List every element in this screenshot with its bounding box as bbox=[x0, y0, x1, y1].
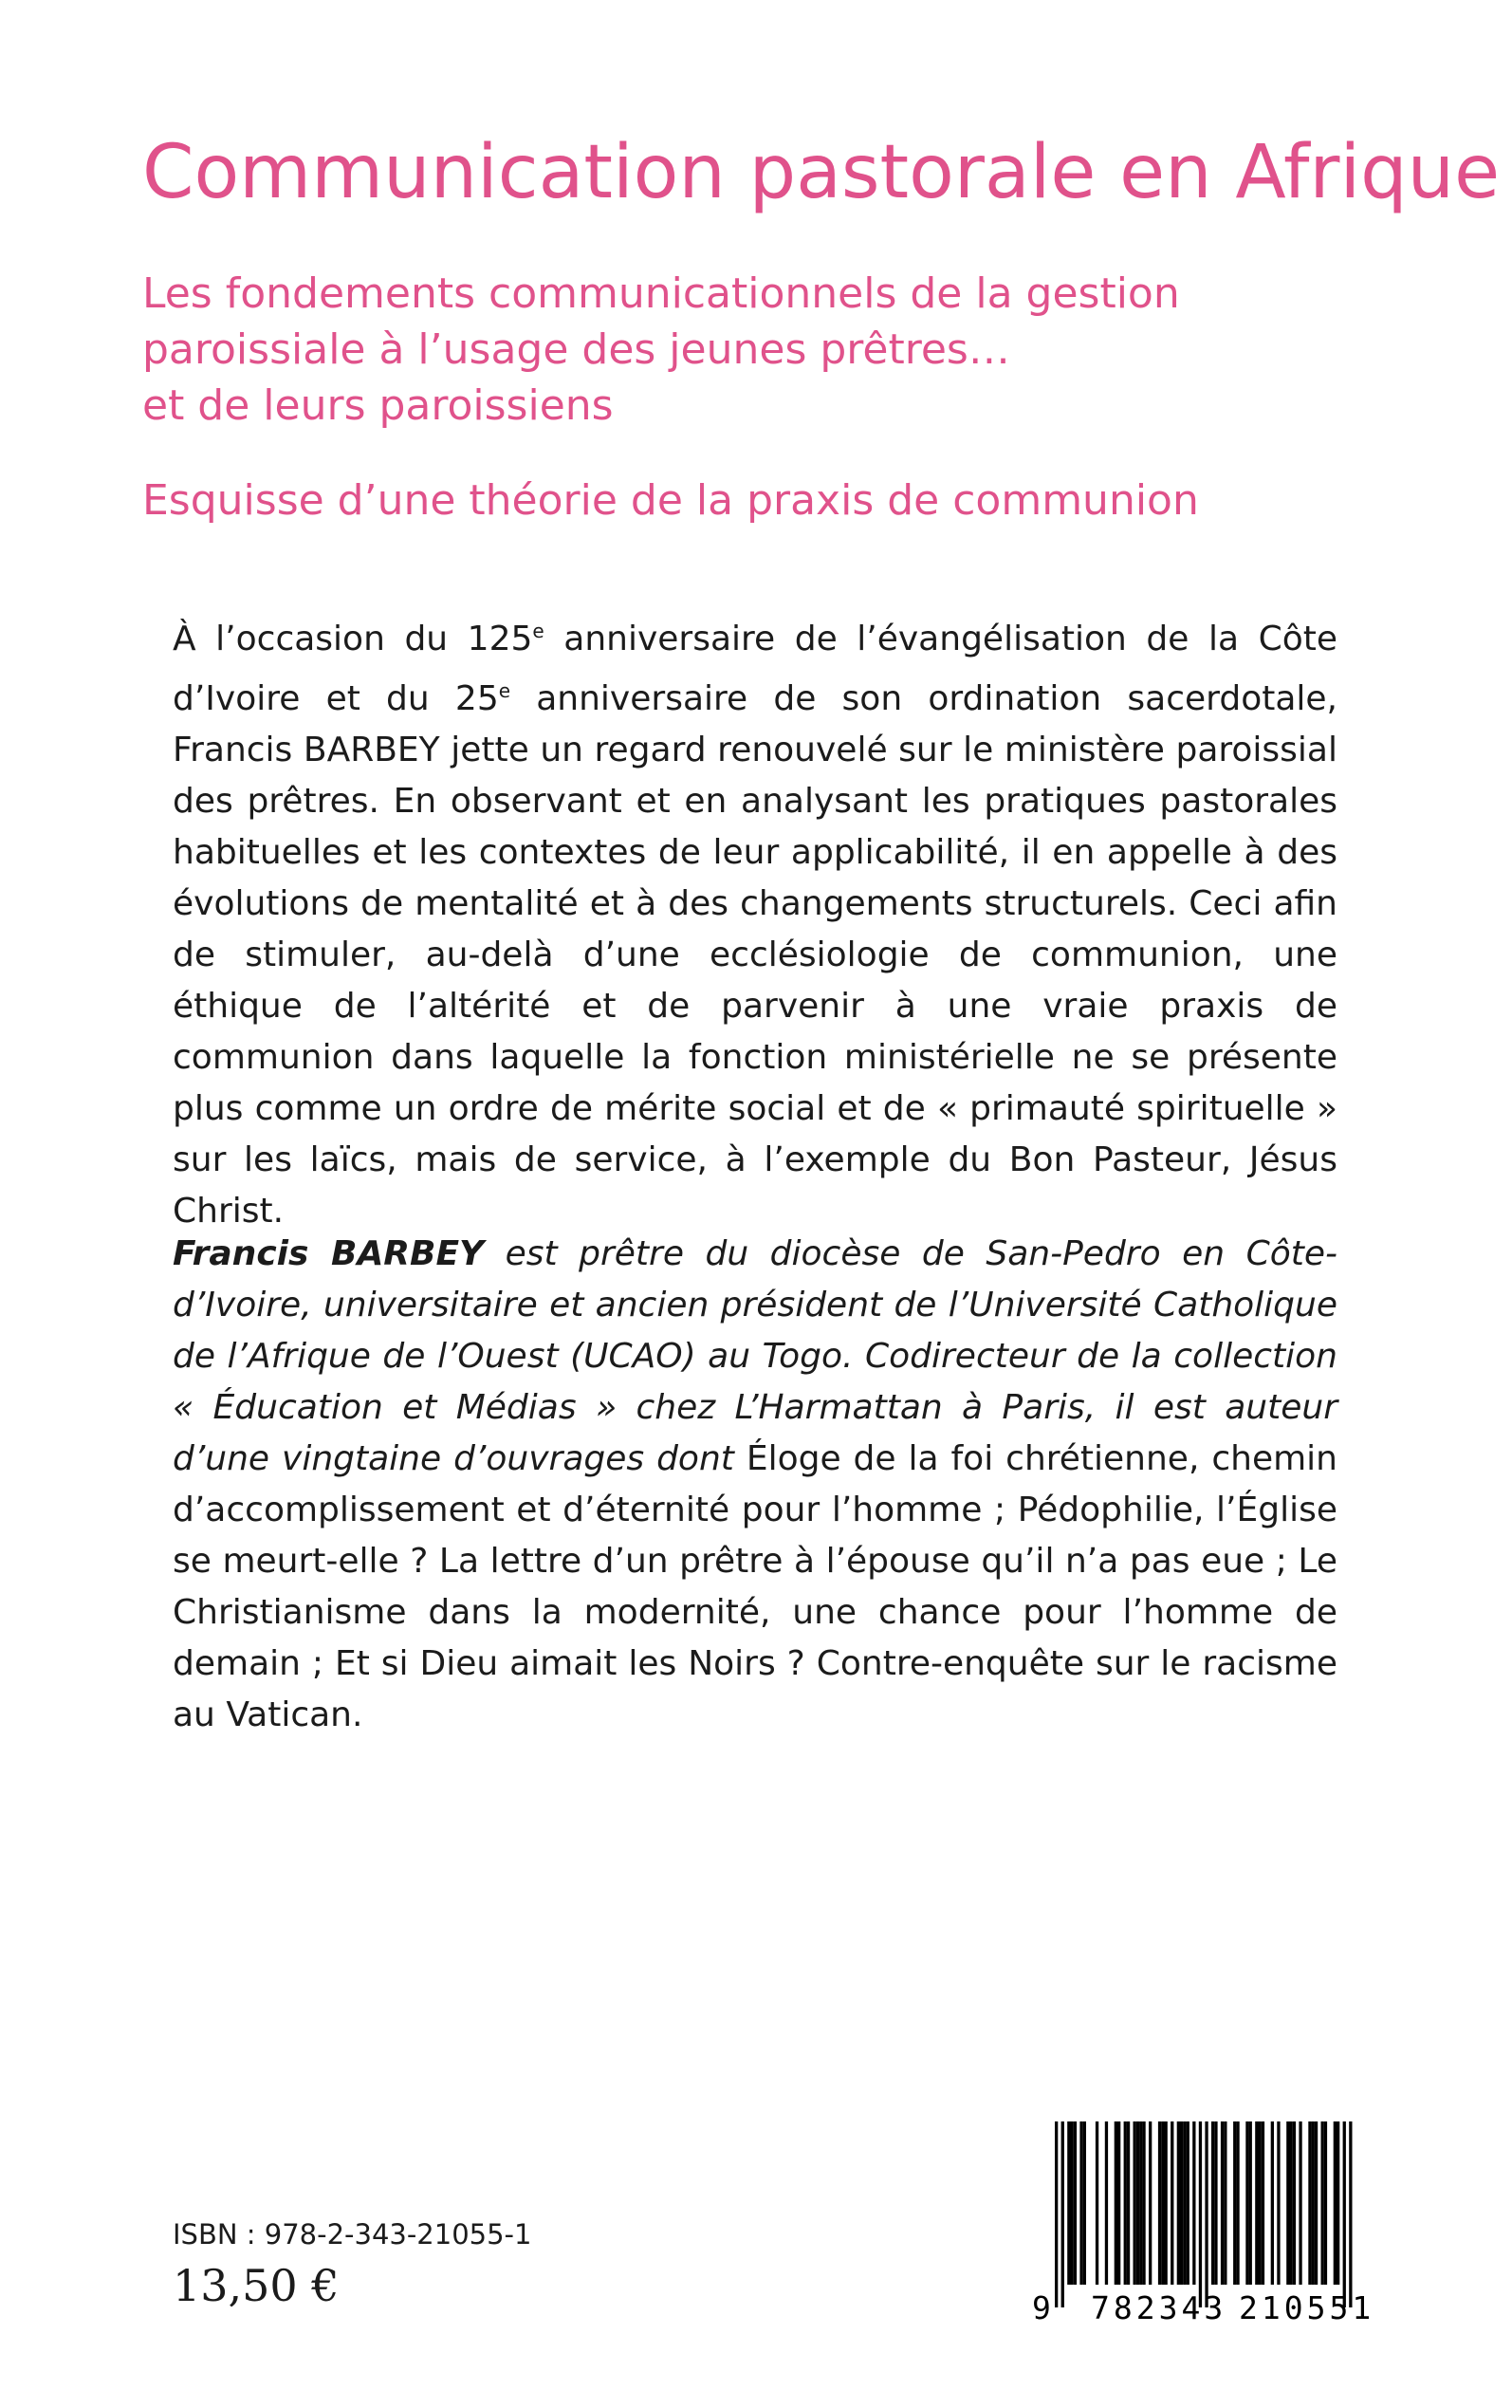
summary-paragraph bbox=[173, 605, 1337, 1237]
barcode-bar bbox=[1055, 2121, 1058, 2307]
subtitle-line-2: paroissiale à l’usage des jeunes prêtres… bbox=[142, 325, 1010, 374]
barcode-bar bbox=[1180, 2121, 1183, 2285]
barcode-bar bbox=[1334, 2121, 1337, 2285]
barcode-bar bbox=[1262, 2121, 1264, 2285]
barcode-bar bbox=[1192, 2121, 1195, 2285]
barcode-bar bbox=[1134, 2121, 1136, 2285]
barcode-bar bbox=[1249, 2121, 1252, 2285]
barcode-bar bbox=[1199, 2121, 1202, 2307]
barcode-bar bbox=[1139, 2121, 1142, 2285]
barcode-bar bbox=[1277, 2121, 1280, 2285]
barcode-bar bbox=[1271, 2121, 1274, 2285]
summary-text-1: À l’occasion du 125 bbox=[173, 620, 533, 658]
barcode-bar bbox=[1105, 2121, 1108, 2285]
barcode-left-digits: 782343 bbox=[1091, 2289, 1227, 2326]
book-title: Communication pastorale en Afrique bbox=[142, 130, 1501, 215]
barcode-bar bbox=[1136, 2121, 1139, 2285]
barcode-bar bbox=[1221, 2121, 1224, 2285]
barcode-bar bbox=[1124, 2121, 1127, 2285]
author-bio-text: est prêtre du diocèse de San-Pedro en Côte-d’Ivoire, universitaire et ancien président de l’Université Catholique de l’Afrique de l’Ouest (UCAO) au Togo. Codirecteur de la collection « Éducation et Médias » chez L’Harmattan à Paris, il est auteur d’une vingtaine d’ouvrages dont bbox=[173, 1234, 1337, 1478]
summary-superscript-1: e bbox=[532, 620, 544, 642]
barcode-bar bbox=[1074, 2121, 1077, 2285]
author-name: Francis BARBEY bbox=[173, 1234, 485, 1273]
barcode-bar bbox=[1259, 2121, 1262, 2285]
barcode-bar bbox=[1224, 2121, 1226, 2285]
barcode-bar bbox=[1315, 2121, 1318, 2285]
barcode-bar bbox=[1245, 2121, 1248, 2285]
barcode-bar bbox=[1115, 2121, 1117, 2285]
book-subtitle bbox=[142, 266, 1375, 434]
barcode-bar bbox=[1071, 2121, 1074, 2285]
barcode-bar bbox=[1183, 2121, 1186, 2285]
barcode-bar bbox=[1211, 2121, 1214, 2285]
barcode-bar bbox=[1171, 2121, 1173, 2285]
author-bio-paragraph bbox=[173, 1229, 1337, 1741]
barcode-bar bbox=[1255, 2121, 1258, 2285]
barcode-bar bbox=[1187, 2121, 1189, 2285]
barcode-bar bbox=[1079, 2121, 1082, 2285]
barcode-bar bbox=[1349, 2121, 1352, 2307]
barcode-bar bbox=[1096, 2121, 1098, 2285]
barcode-bar bbox=[1236, 2121, 1239, 2285]
summary-superscript-2: e bbox=[498, 679, 511, 702]
barcode-bar bbox=[1205, 2121, 1208, 2307]
isbn-barcode bbox=[1024, 2118, 1375, 2334]
summary-text-2: anniversaire de l’évangélisation de la Côte d’Ivoire et du 25 bbox=[173, 620, 1337, 718]
barcode-bar bbox=[1337, 2121, 1339, 2285]
barcode-right-digits: 210551 bbox=[1239, 2289, 1375, 2326]
barcode-bar bbox=[1149, 2121, 1152, 2285]
barcode-bar bbox=[1177, 2121, 1180, 2285]
barcode-bar bbox=[1286, 2121, 1289, 2285]
subtitle-line-3: et de leurs paroissiens bbox=[142, 381, 614, 430]
barcode-bar bbox=[1083, 2121, 1086, 2285]
author-works-list: Éloge de la foi chrétienne, chemin d’accomplissement et d’éternité pour l’homme ; Pédophilie, l’Église se meurt-elle ? La lettre d’un prêtre à l’épouse qu’il n’a pas eue ; Le Christianisme dans la modernité, une chance pour l’homme de demain ; Et si Dieu aimait les Noirs ? Contre-enquête sur le racisme au Vatican. bbox=[173, 1439, 1337, 1734]
price-label: 13,50 € bbox=[173, 2260, 340, 2311]
barcode-bar bbox=[1324, 2121, 1327, 2285]
barcode-bar bbox=[1061, 2121, 1064, 2307]
summary-text-3: anniversaire de son ordination sacerdotale, Francis BARBEY jette un regard renouvelé sur le ministère paroissial des prêtres. En observant et en analysant les pratiques pastorales habituelles et les contextes de leur applicabilité, il en appelle à des évolutions de mentalité et à des changements structurels. Ceci afin de stimuler, au-delà d’une ecclésiologie de communion, une éthique de l’altérité et de parvenir à une vraie praxis de communion dans laquelle la fonction ministérielle ne se présente plus comme un ordre de mérite social et de « primauté spirituelle » sur les laïcs, mais de service, à l’exemple du Bon Pasteur, Jésus Christ. bbox=[173, 679, 1337, 1231]
barcode-bar bbox=[1067, 2121, 1070, 2285]
barcode-bar bbox=[1233, 2121, 1236, 2285]
barcode-bar bbox=[1158, 2121, 1161, 2285]
subtitle-line-1: Les fondements communicationnels de la gestion bbox=[142, 269, 1180, 318]
barcode-bar bbox=[1214, 2121, 1217, 2285]
barcode-bar bbox=[1312, 2121, 1315, 2285]
barcode-bar bbox=[1117, 2121, 1120, 2285]
barcode-bar bbox=[1321, 2121, 1324, 2285]
barcode-bar bbox=[1142, 2121, 1145, 2285]
barcode-bar bbox=[1165, 2121, 1168, 2285]
barcode-bar bbox=[1127, 2121, 1130, 2285]
barcode-bar bbox=[1308, 2121, 1311, 2285]
barcode-bar bbox=[1290, 2121, 1293, 2285]
barcode-first-digit: 9 bbox=[1032, 2289, 1055, 2326]
book-secondary-subtitle: Esquisse d’une théorie de la praxis de communion bbox=[142, 476, 1199, 525]
isbn-label: ISBN : 978-2-343-21055-1 bbox=[173, 2218, 532, 2251]
barcode-bar bbox=[1293, 2121, 1296, 2285]
barcode-bar bbox=[1343, 2121, 1346, 2307]
barcode-bar bbox=[1299, 2121, 1301, 2285]
barcode-bar bbox=[1161, 2121, 1164, 2285]
